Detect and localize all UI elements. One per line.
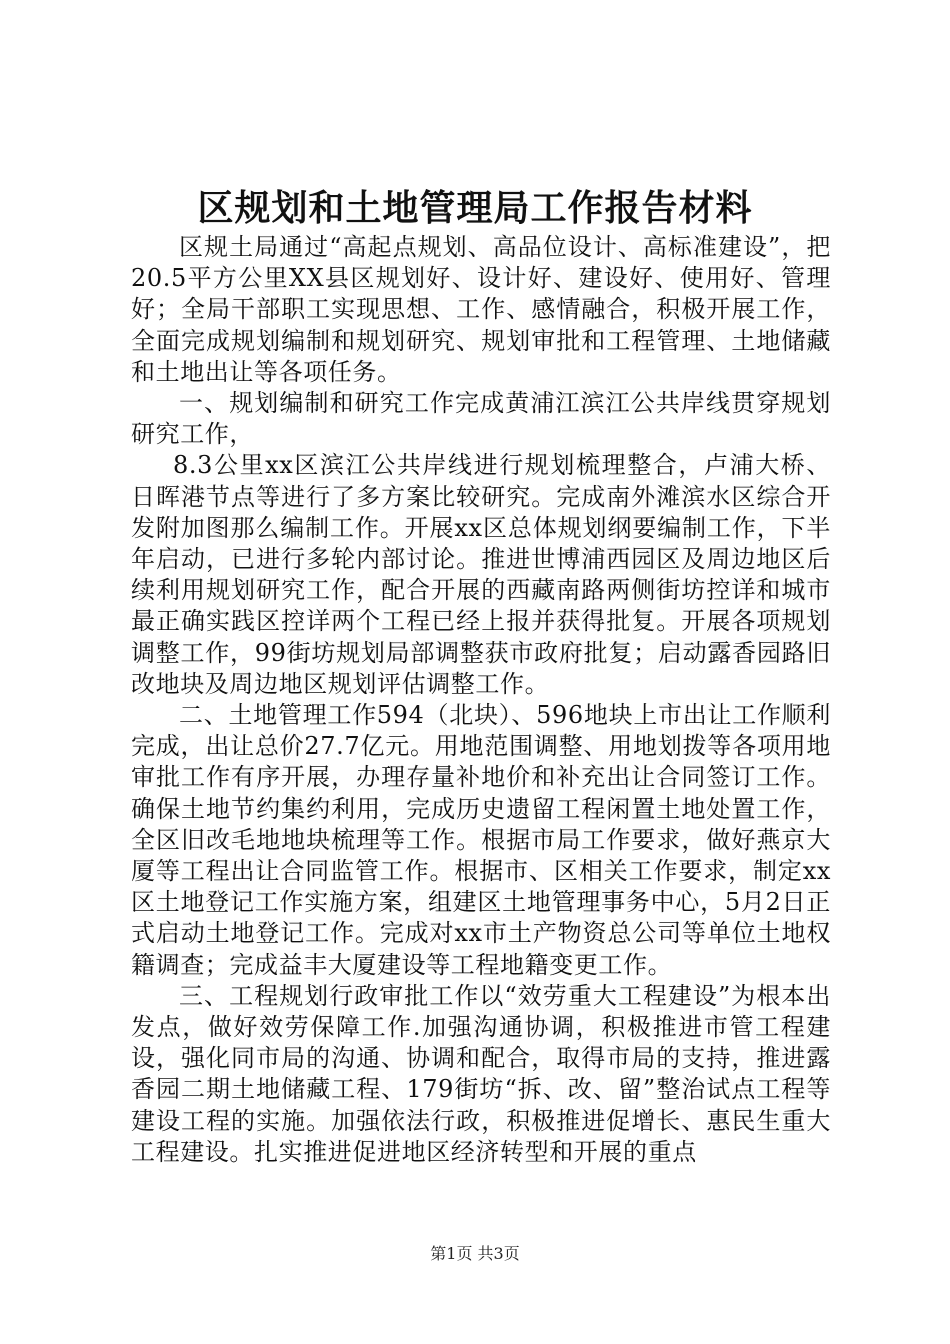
paragraph-section-1-body: 8.3公里xx区滨江公共岸线进行规划梳理整合，卢浦大桥、日晖港节点等进行了多方案比较研究。完成南外滩滨水区综合开发附加图那么编制工作。开展xx区总体规划纲要编制工作，下半年启动，已进行多轮内部讨论。推进世博浦西园区及周边地区后续利用规划研究工作，配合开展的西藏南路两侧街坊控详和城市最正确实践区控详两个工程已经上报并获得批复。开展各项规划调整工作，99街坊规划局部调整获市政府批复；启动露香园路旧改地块及周边地区规划评估调整工作。 <box>131 451 831 698</box>
document-title: 区规划和土地管理局工作报告材料 <box>197 187 753 229</box>
page-number-footer: 第1页 共3页 <box>430 1244 520 1263</box>
paragraph-section-2: 二、土地管理工作594（北块）、596地块上市出让工作顺利完成，出让总价27.7亿元。用地范围调整、用地划拨等各项用地审批工作有序开展，办理存量补地价和补充出让合同签订工作。确保土地节约集约利用，完成历史遗留工程闲置土地处置工作，全区旧改毛地地块梳理等工作。根据市局工作要求，做好燕京大厦等工程出让合同监管工作。根据市、区相关工作要求，制定xx区土地登记工作实施方案，组建区土地管理事务中心，5月2日正式启动土地登记工作。完成对xx市土产物资总公司等单位土地权籍调查；完成益丰大厦建设等工程地籍变更工作。 <box>131 701 831 979</box>
paragraph-section-1-heading: 一、规划编制和研究工作完成黄浦江滨江公共岸线贯穿规划研究工作， <box>131 389 831 449</box>
paragraph-intro: 区规土局通过“高起点规划、高品位设计、高标准建设”，把20.5平方公里XX县区规划好、设计好、建设好、使用好、管理好；全局干部职工实现思想、工作、感情融合，积极开展工作，全面完成规划编制和规划研究、规划审批和工程管理、土地储藏和土地出让等各项任务。 <box>131 233 831 386</box>
document-body <box>131 232 831 1168</box>
paragraph-section-3: 三、工程规划行政审批工作以“效劳重大工程建设”为根本出发点，做好效劳保障工作.加强沟通协调，积极推进市管工程建设，强化同市局的沟通、协调和配合，取得市局的支持，推进露香园二期土地储藏工程、179街坊“拆、改、留”整治试点工程等建设工程的实施。加强依法行政，积极推进促增长、惠民生重大工程建设。扎实推进促进地区经济转型和开展的重点 <box>131 981 831 1166</box>
